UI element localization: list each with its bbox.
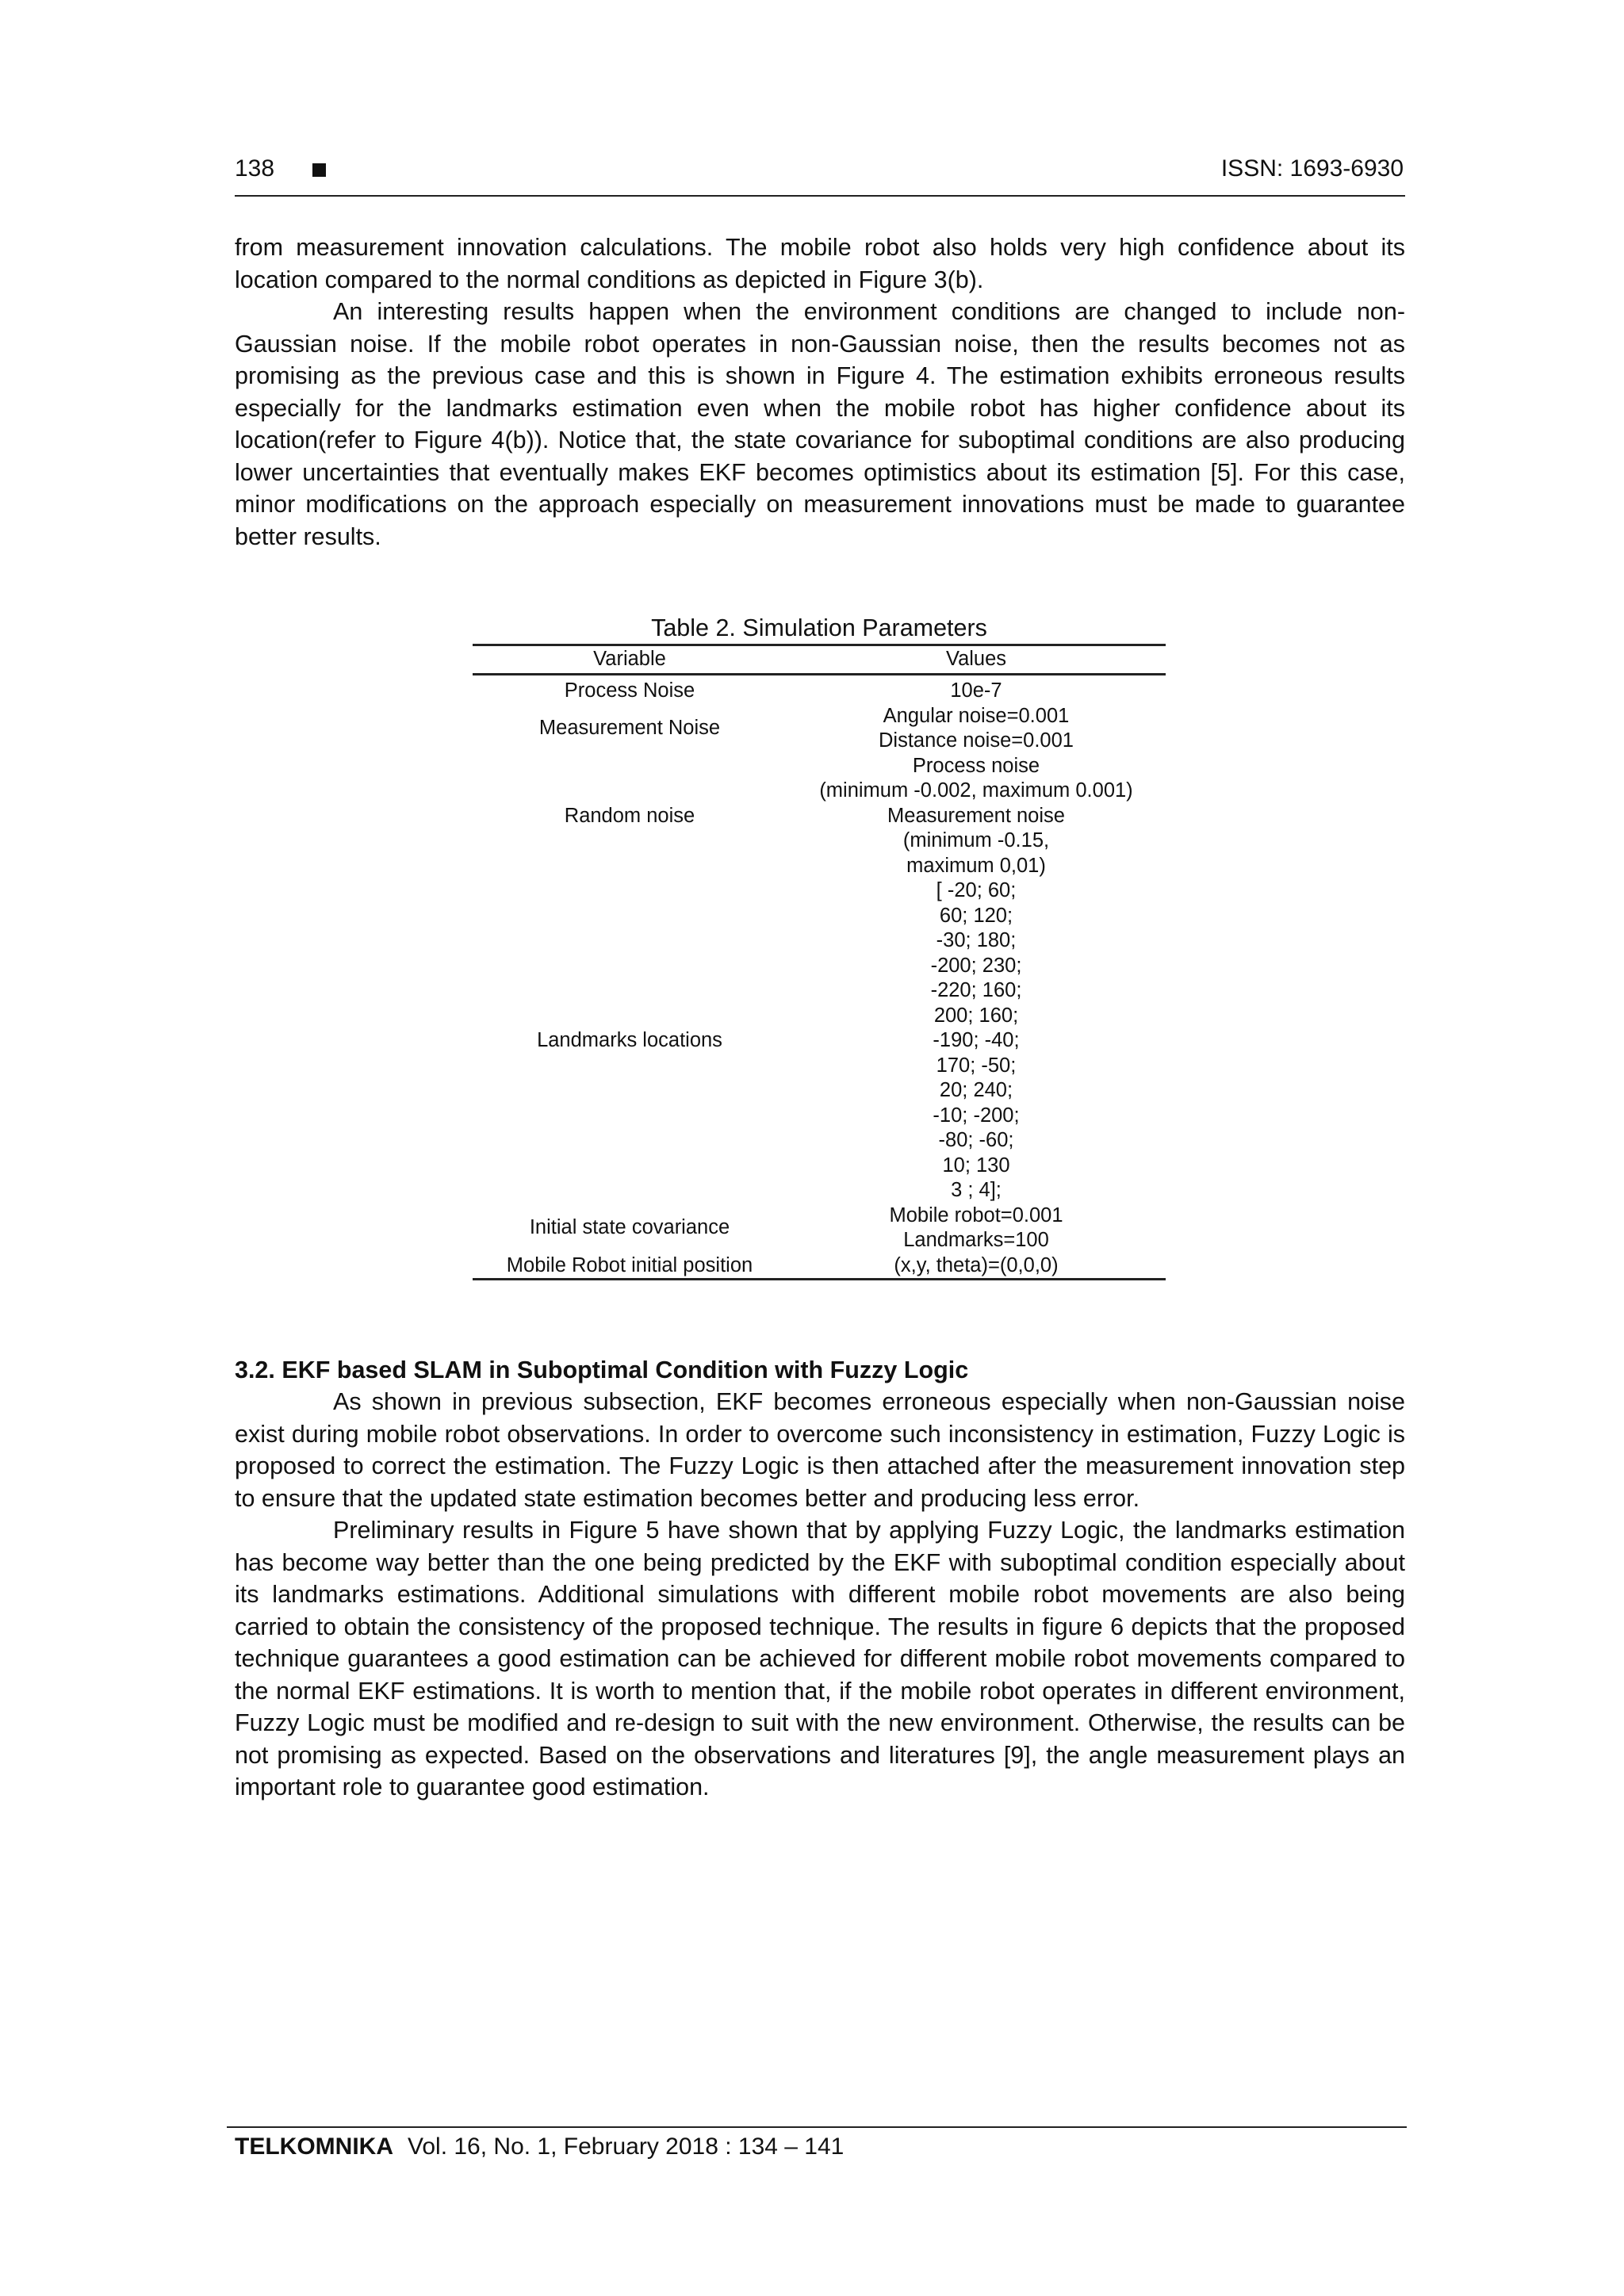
text-block-after-table <box>235 1386 1405 1804</box>
cell-value-line: Measurement noise <box>887 804 1065 827</box>
section-heading: 3.2. EKF based SLAM in Suboptimal Condition with Fuzzy Logic <box>235 1357 969 1383</box>
cell-value-line: Angular noise=0.001 <box>883 704 1070 727</box>
cell-value-line: (x,y, theta)=(0,0,0) <box>894 1253 1059 1276</box>
paragraph: Preliminary results in Figure 5 have shown that by applying Fuzzy Logic, the landmarks estimation has become way better than the one being predicted by the EKF with suboptimal condition especially about its landmarks estimations. Additional simulations with different mobile robot movements are also being carried to obtain the consistency of the proposed technique. The results in figure 6 depicts that the proposed technique guarantees a good estimation can be achieved for different mobile robot movements compared to the normal EKF estimations. It is worth to mention that, if the mobile robot operates in different environment, Fuzzy Logic must be modified and re-design to suit with the new environment. Otherwise, the results can be not promising as expected. Based on the observations and literatures [9], the angle measurement plays an important role to guarantee good estimation. <box>235 1517 1405 1800</box>
simulation-parameters-table <box>473 644 1166 1280</box>
cell-values <box>787 754 1166 879</box>
cell-value-line: [ -20; 60; <box>936 879 1017 901</box>
header-rule <box>235 195 1405 197</box>
page-number: 138 <box>235 155 275 182</box>
cell-value-line: -30; 180; <box>936 929 1017 951</box>
table-caption: Table 2. Simulation Parameters <box>651 614 987 641</box>
cell-value-line: 60; 120; <box>939 904 1013 927</box>
footer-rule <box>227 2126 1407 2128</box>
cell-value-line: -10; -200; <box>933 1104 1020 1127</box>
cell-variable: Random noise <box>564 804 695 827</box>
cell-value-line: -190; -40; <box>933 1029 1020 1051</box>
cell-values <box>787 675 1166 704</box>
column-header-variable: Variable <box>473 645 787 675</box>
cell-values <box>787 878 1166 1203</box>
journal-citation: Vol. 16, No. 1, February 2018 : 134 – 141 <box>407 2133 845 2160</box>
cell-value-line: (minimum -0.002, maximum 0.001) <box>819 779 1133 802</box>
cell-value-line: 170; -50; <box>936 1054 1017 1077</box>
table-row <box>473 1203 1166 1253</box>
cell-value-line: Mobile robot=0.001 <box>889 1203 1063 1226</box>
cell-value-line: -80; -60; <box>938 1129 1014 1151</box>
cell-value-line: 200; 160; <box>933 1004 1019 1027</box>
cell-values <box>787 1203 1166 1253</box>
cell-variable: Process Noise <box>564 679 695 702</box>
journal-name: TELKOMNIKA <box>235 2133 393 2160</box>
cell-value-line: (minimum -0.15, <box>902 829 1050 851</box>
cell-value-line: 10; 130 <box>942 1154 1010 1177</box>
table-row <box>473 878 1166 1203</box>
paragraph: An interesting results happen when the environment conditions are changed to include non-Gaussian noise. If the mobile robot operates in non-Gaussian noise, then the results becomes not as promising as the previous case and this is shown in Figure 4. The estimation exhibits erroneous results especially for the landmarks estimation even when the mobile robot has higher confidence about its location(refer to Figure 4(b)). Notice that, the state covariance for suboptimal conditions are also producing lower uncertainties that eventually makes EKF becomes optimistics about its estimation [5]. For this case, minor modifications on the approach especially on measurement innovations must be made to guarantee better results. <box>235 298 1405 550</box>
cell-value-line: Landmarks=100 <box>903 1229 1049 1251</box>
cell-values <box>787 1253 1166 1280</box>
cell-value-line: 10e-7 <box>950 679 1002 702</box>
cell-value-line: -220; 160; <box>930 979 1022 1001</box>
table-header-row <box>473 645 1166 675</box>
cell-value-line: 20; 240; <box>939 1079 1013 1101</box>
cell-variable: Initial state covariance <box>529 1216 730 1239</box>
cell-variable: Mobile Robot initial position <box>473 1253 787 1280</box>
black-square-icon <box>312 163 326 177</box>
cell-value-line: maximum 0,01) <box>906 854 1046 877</box>
page-footer <box>235 2131 844 2163</box>
cell-value-line: -200; 230; <box>930 954 1022 977</box>
cell-value-line: Distance noise=0.001 <box>879 729 1074 752</box>
page-header <box>235 155 1404 198</box>
table-row <box>473 675 1166 704</box>
table-row <box>473 754 1166 879</box>
paragraph: from measurement innovation calculations. The mobile robot also holds very high confidence about its location compared to the normal conditions as depicted in Figure 3(b). <box>235 234 1405 293</box>
table-row <box>473 1253 1166 1280</box>
cell-values <box>787 704 1166 754</box>
paragraph: As shown in previous subsection, EKF becomes erroneous especially when non-Gaussian noise exist during mobile robot observations. In order to overcome such inconsistency in estimation, Fuzzy Logic is proposed to correct the estimation. The Fuzzy Logic is then attached after the measurement innovation step to ensure that the updated state estimation becomes better and producing less error. <box>235 1388 1405 1512</box>
cell-value-line: Process noise <box>912 754 1040 777</box>
table-row <box>473 704 1166 754</box>
issn-label: ISSN: 1693-6930 <box>1220 155 1404 182</box>
cell-variable: Measurement Noise <box>538 717 721 740</box>
cell-value-line: 3 ; 4]; <box>951 1179 1002 1201</box>
column-header-values: Values <box>787 645 1166 675</box>
cell-variable: Landmarks locations <box>537 1029 722 1051</box>
text-block-before-table <box>235 232 1405 553</box>
